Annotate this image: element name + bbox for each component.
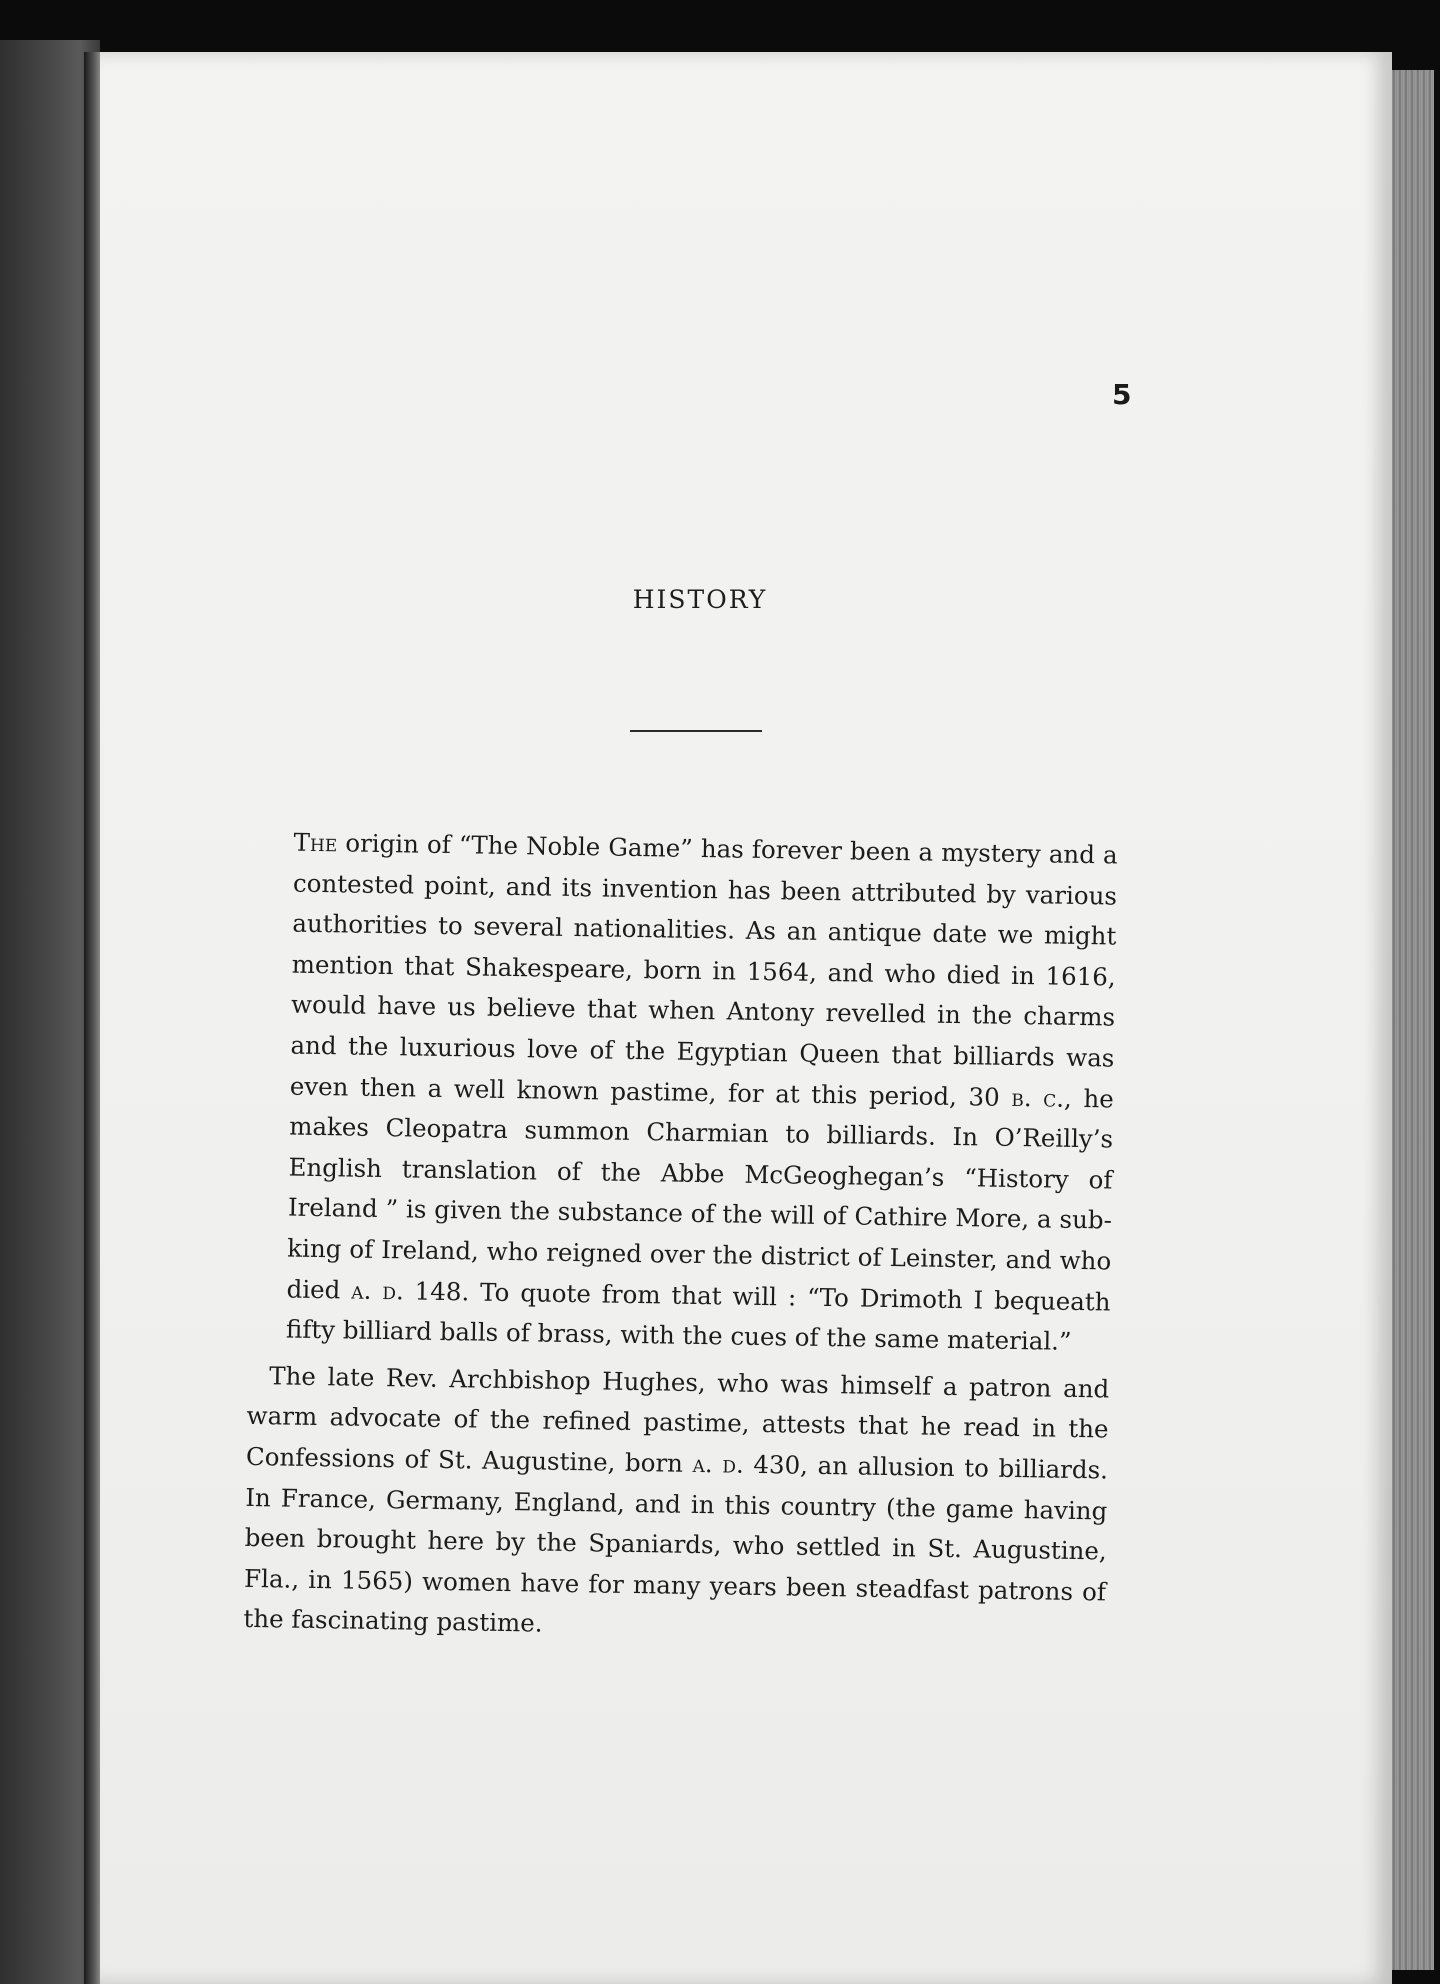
paragraph-2-run-1: The late Rev. Archbishop Hughes, who was himself a patron and warm advocate of the refined pastime, attests that he read in the Confessions of St. Augustine, born — [245, 1360, 1110, 1478]
paragraph-2 — [243, 1356, 1109, 1654]
paragraph-1-run-4: , he makes Cleopatra summon Charmian to billiards. In O’Reilly’s English translation of the Abbe McGeoghegan’s “History of Ireland ” is given the substance of the will of Cathire More, a sub-king of Ireland, who reigned over the district of Leinster, and who died — [286, 1083, 1114, 1305]
paragraph-1-run-1: The — [293, 827, 338, 858]
title-rule — [630, 730, 762, 732]
paragraph-2-run-3: 430, an allusion to billiards. In France, Germany, England, and in this country (the game having been brought here by the Spaniards, who settled in St. Augustine, Fla., in 1565) women have for many years been steadfast patrons of the fascinating pastime. — [243, 1449, 1109, 1638]
paragraph-1-run-3: b. c. — [1011, 1082, 1065, 1113]
paragraph-1-run-5: a. d. — [351, 1275, 404, 1305]
paragraph-1 — [248, 822, 1118, 1363]
page-number: 5 — [1112, 378, 1132, 411]
book-spine — [84, 52, 100, 1984]
paragraph-1-run-2: origin of “The Noble Game” has forever been a mystery and a contested point, and its invention has been attributed by various authorities to several nationalities. As an antique date we might mention that Shakespeare, born in 1564, and who died in 1616, would have us believe that when Antony revelled in the charms and the luxurious love of the Egyptian Queen that billiards was even then a well known pastime, for at this period, 30 — [289, 828, 1118, 1112]
page-title: HISTORY — [632, 585, 768, 614]
body-text — [243, 822, 1118, 1653]
paragraph-1-run-6: 148. To quote from that will : “To Drimoth I bequeath fifty billiard balls of brass, with the cues of the same material.” — [285, 1275, 1111, 1356]
paragraph-2-run-2: a. d. — [692, 1448, 744, 1479]
